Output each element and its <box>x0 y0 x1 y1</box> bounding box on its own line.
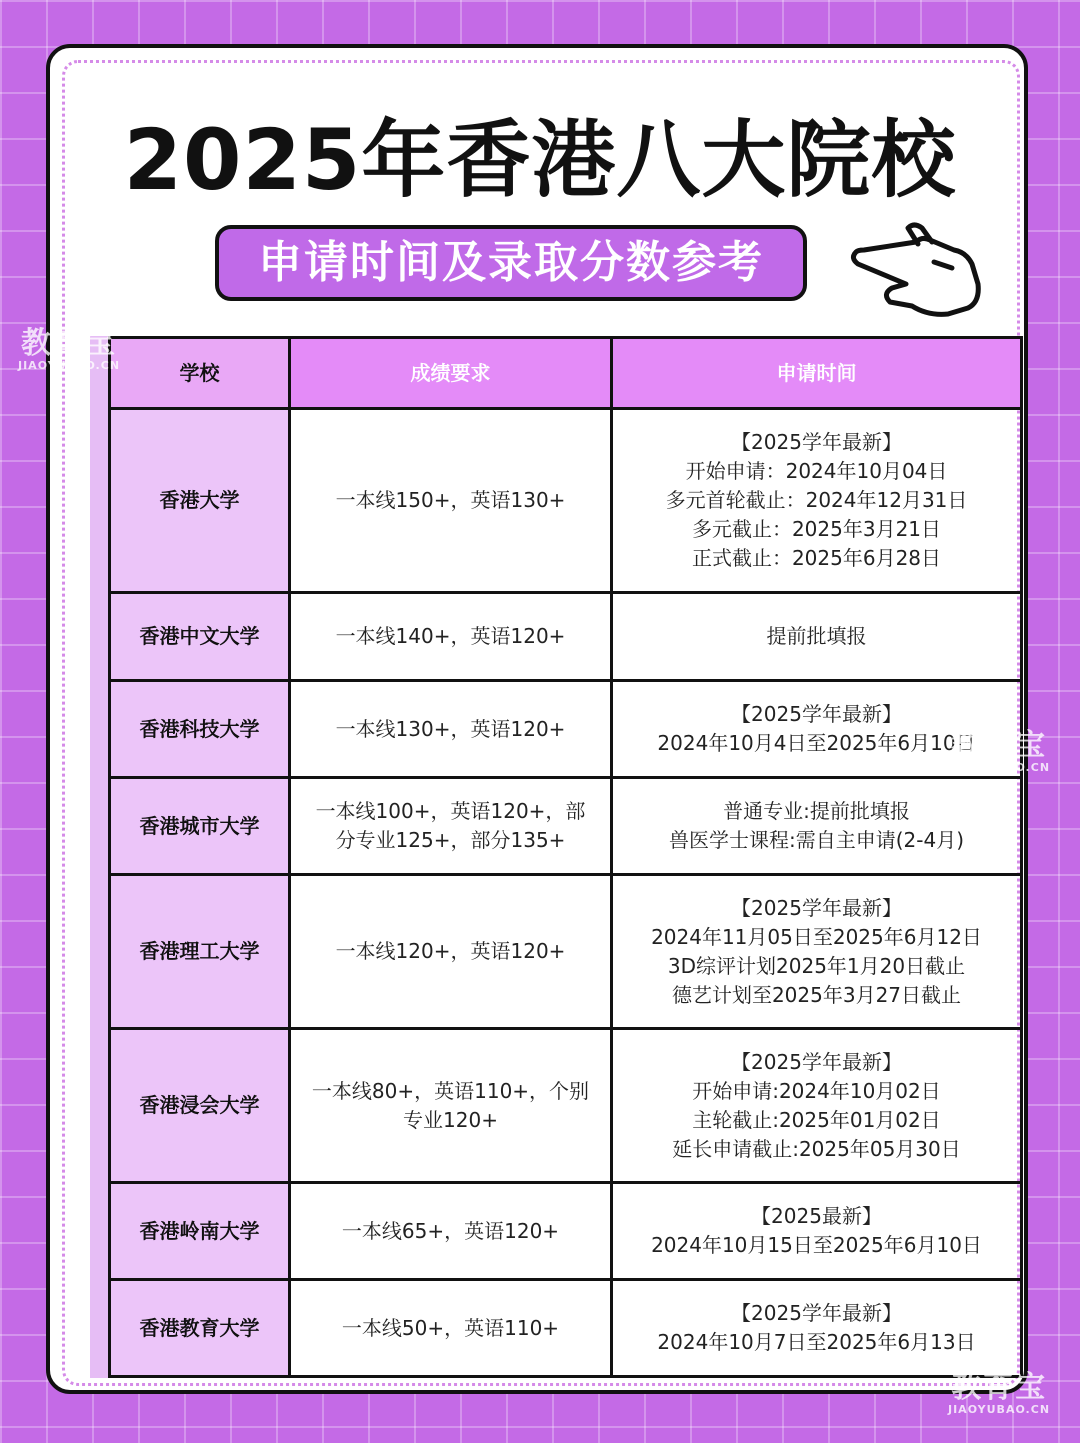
column-header-time: 申请时间 <box>612 338 1022 409</box>
table-row <box>110 875 1022 1029</box>
time-line: 开始申请：2024年10月04日 <box>685 459 948 483</box>
time-line: 多元截止：2025年3月21日 <box>691 517 942 541</box>
time-line: 2024年10月15日至2025年6月10日 <box>651 1233 982 1257</box>
time-line: 【2025学年最新】 <box>731 702 902 726</box>
time-line: 2024年11月05日至2025年6月12日 <box>651 924 982 949</box>
school-cell: 香港城市大学 <box>110 778 290 875</box>
time-line: 2024年10月7日至2025年6月13日 <box>657 1330 976 1354</box>
school-cell: 香港浸会大学 <box>110 1029 290 1183</box>
time-line: 【2025学年最新】 <box>731 1301 902 1325</box>
score-line: 一本线140+，英语120+ <box>335 624 566 648</box>
table-side-strip <box>90 336 108 1378</box>
score-cell <box>290 778 612 875</box>
page-title: 2025年香港八大院校 <box>123 111 957 209</box>
table-row <box>110 681 1022 778</box>
score-line: 一本线100+，英语120+，部 <box>315 799 586 823</box>
time-line: 多元首轮截止：2024年12月31日 <box>665 488 968 512</box>
score-line: 专业120+ <box>403 1107 498 1132</box>
score-line: 一本线130+，英语120+ <box>335 716 566 741</box>
score-cell <box>290 1029 612 1183</box>
score-cell <box>290 1280 612 1377</box>
score-cell <box>290 593 612 681</box>
time-line: 【2025学年最新】 <box>731 430 902 454</box>
score-cell <box>290 681 612 778</box>
score-line: 一本线150+，英语130+ <box>335 488 566 512</box>
school-cell: 香港理工大学 <box>110 875 290 1029</box>
admission-table <box>108 336 1023 1378</box>
time-cell <box>612 778 1022 875</box>
time-cell <box>612 681 1022 778</box>
school-cell: 香港中文大学 <box>110 593 290 681</box>
time-cell <box>612 1280 1022 1377</box>
time-cell <box>612 593 1022 681</box>
table-row <box>110 409 1022 593</box>
table-row <box>110 593 1022 681</box>
time-line: 延长申请截止:2025年05月30日 <box>672 1136 961 1161</box>
column-header-school: 学校 <box>110 338 290 409</box>
score-line: 分专业125+，部分135+ <box>335 828 566 852</box>
time-line: 开始申请:2024年10月02日 <box>692 1078 941 1103</box>
time-line: 3D综评计划2025年1月20日截止 <box>667 953 966 978</box>
score-line: 一本线120+，英语120+ <box>335 939 566 963</box>
time-line: 【2025最新】 <box>751 1204 882 1228</box>
table-row <box>110 1183 1022 1280</box>
score-line: 一本线80+，英语110+，个别 <box>311 1078 590 1103</box>
watermark-url: JIAOYUBAO.CN <box>948 761 1051 774</box>
time-line: 提前批填报 <box>766 624 867 648</box>
watermark-text: 教育宝 <box>21 326 118 361</box>
column-header-score: 成绩要求 <box>290 338 612 409</box>
score-line: 一本线50+，英语110+ <box>341 1315 560 1340</box>
score-cell <box>290 409 612 593</box>
time-line: 普通专业:提前批填报 <box>723 799 910 823</box>
table-row <box>110 1029 1022 1183</box>
school-cell: 香港教育大学 <box>110 1280 290 1377</box>
table-row <box>110 778 1022 875</box>
school-cell: 香港科技大学 <box>110 681 290 778</box>
pointing-hand-icon <box>848 222 988 322</box>
time-cell <box>612 1029 1022 1183</box>
watermark-url: JIAOYUBAO.CN <box>18 359 121 372</box>
watermark-text: 教育宝 <box>951 728 1048 763</box>
time-line: 2024年10月4日至2025年6月10日 <box>657 731 976 755</box>
time-cell <box>612 409 1022 593</box>
time-line: 兽医学士课程:需自主申请(2-4月) <box>668 828 964 852</box>
school-cell: 香港大学 <box>110 409 290 593</box>
subtitle-banner: 申请时间及录取分数参考 <box>215 225 807 301</box>
time-line: 【2025学年最新】 <box>731 895 902 920</box>
watermark-text: 教育宝 <box>951 1370 1048 1405</box>
school-cell: 香港岭南大学 <box>110 1183 290 1280</box>
score-cell <box>290 1183 612 1280</box>
time-cell <box>612 875 1022 1029</box>
time-line: 主轮截止:2025年01月02日 <box>692 1107 941 1132</box>
score-line: 一本线65+，英语120+ <box>341 1218 560 1243</box>
time-line: 【2025学年最新】 <box>731 1049 902 1074</box>
time-line: 正式截止：2025年6月28日 <box>691 546 942 570</box>
time-cell <box>612 1183 1022 1280</box>
time-line: 德艺计划至2025年3月27日截止 <box>671 982 962 1007</box>
table-header-row <box>110 338 1022 409</box>
table-row <box>110 1280 1022 1377</box>
score-cell <box>290 875 612 1029</box>
watermark-url: JIAOYUBAO.CN <box>948 1403 1051 1416</box>
